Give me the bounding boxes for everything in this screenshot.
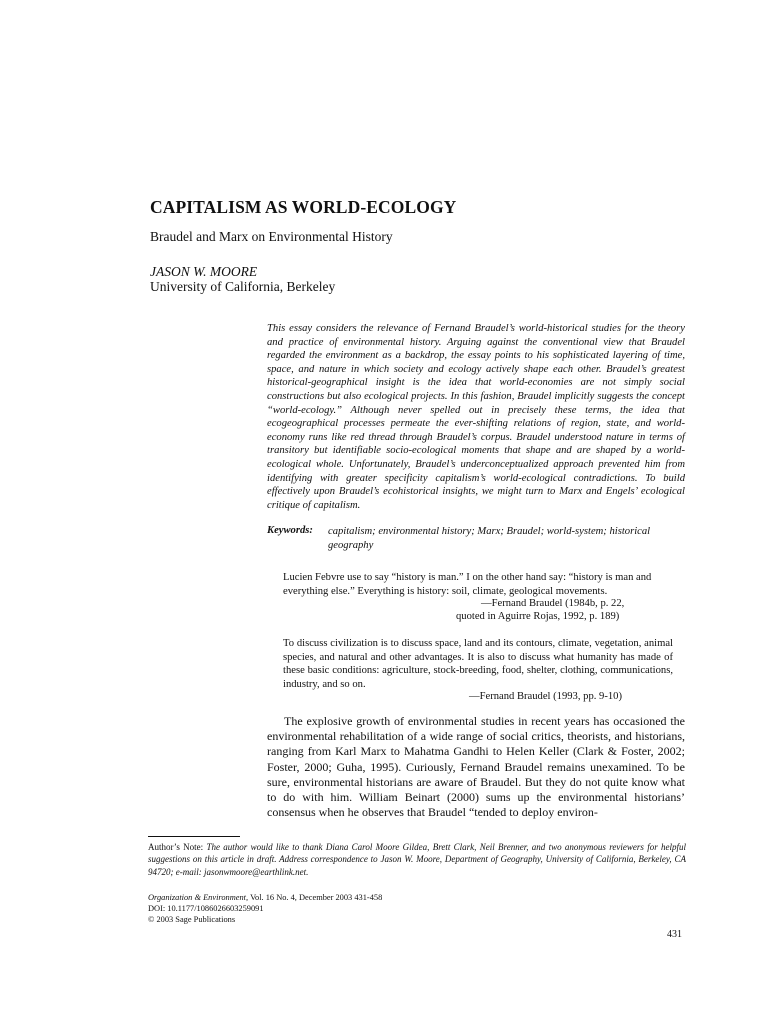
epigraph-2-text: To discuss civilization is to discuss space, land and its contours, climate, vegetation, animal species, and natural and other advantages. It is also to discuss what humanity has made of these basic conditions: agriculture, stock-breeding, food, shelter, clothing, communications, industry, and so on. xyxy=(283,638,673,690)
epigraph-1-attribution: —Fernand Braudel (1984b, p. 22, xyxy=(481,598,625,609)
author-note xyxy=(148,841,686,878)
author-note-lead: Author’s Note: xyxy=(148,842,204,852)
abstract: This essay considers the relevance of Fernand Braudel’s world-historical studies for the theory and practice of environmental history. Arguing against the conventional view that Braudel regarded the environment as a backdrop, the essay points to his sophisticated layering of time, space, and nature in which society and ecology actively shape each other. Braudel’s greatest historical-geographical insight is the idea that world-economies are not simply social constructions but also ecological projects. In this fashion, Braudel implicitly suggests the concept “world-ecology.” Although never spelled out in precisely these terms, the idea that ecogeographical processes permeate the ever-shifting relations of region, state, and world-economy runs like red thread through Braudel’s corpus. Braudel understood nature in terms of transitory but identifiable socio-ecological moments that shape and are shaped by a world-ecological whole. Unfortunately, Braudel’s underconceptualized approach prevented him from identifying with greater specificity capitalism’s world-ecological contradictions. To build effectively upon Braudel’s ecohistorical insights, we might turn to Marx and Engels’ ecological critique of capitalism. xyxy=(267,323,685,511)
keywords-text: capitalism; environmental history; Marx; Braudel; world-system; historical geography xyxy=(328,526,651,551)
epigraph-1-attribution-source: quoted in Aguirre Rojas, 1992, p. 189) xyxy=(456,611,620,622)
author-name: JASON W. MOORE xyxy=(150,264,258,279)
keywords-label: Keywords: xyxy=(267,525,313,536)
journal-name: Organization & Environment, xyxy=(148,893,249,902)
doi: DOI: 10.1177/1086026603259091 xyxy=(148,904,264,913)
author-note-text: The author would like to thank Diana Carol Moore Gildea, Brett Clark, Neil Brenner, and two anonymous reviewers for helpful suggestions on this article in draft. Address correspondence to Jason W. Moore, Department of Geography, University of California, Berkeley, CA 94720; e-mail: jasonwmoore@earthlink.net. xyxy=(148,842,687,877)
article-title: CAPITALISM AS WORLD-ECOLOGY xyxy=(150,197,457,217)
copyright: © 2003 Sage Publications xyxy=(148,915,236,924)
article-subtitle: Braudel and Marx on Environmental History xyxy=(150,229,393,244)
epigraph-2-attribution: —Fernand Braudel (1993, pp. 9-10) xyxy=(469,691,622,702)
journal-citation xyxy=(148,893,382,902)
page-number: 431 xyxy=(667,929,682,940)
epigraph-1-text: Lucien Febvre use to say “history is man.” I on the other hand say: “history is man and everything else.” Everything is history: soil, climate, geological movements. xyxy=(283,572,652,597)
author-affiliation: University of California, Berkeley xyxy=(150,279,336,294)
body-paragraph: The explosive growth of environmental studies in recent years has occasioned the environmental rehabilitation of a wide range of social critics, theorists, and historians, ranging from Karl Marx to Mahatma Gandhi to Helen Keller (Clark & Foster, 2002; Foster, 2000; Guha, 1995). Curiously, Fernand Braudel remains unexamined. To be sure, environmental historians are aware of Braudel. But they do not quite know what to do with him. William Beinart (2000) sums up the environmental historians’ consensus when he observes that Braudel “tended to deploy environ- xyxy=(267,714,685,820)
footnote-divider xyxy=(148,836,240,837)
journal-volume: Vol. 16 No. 4, December 2003 431-458 xyxy=(250,893,383,902)
